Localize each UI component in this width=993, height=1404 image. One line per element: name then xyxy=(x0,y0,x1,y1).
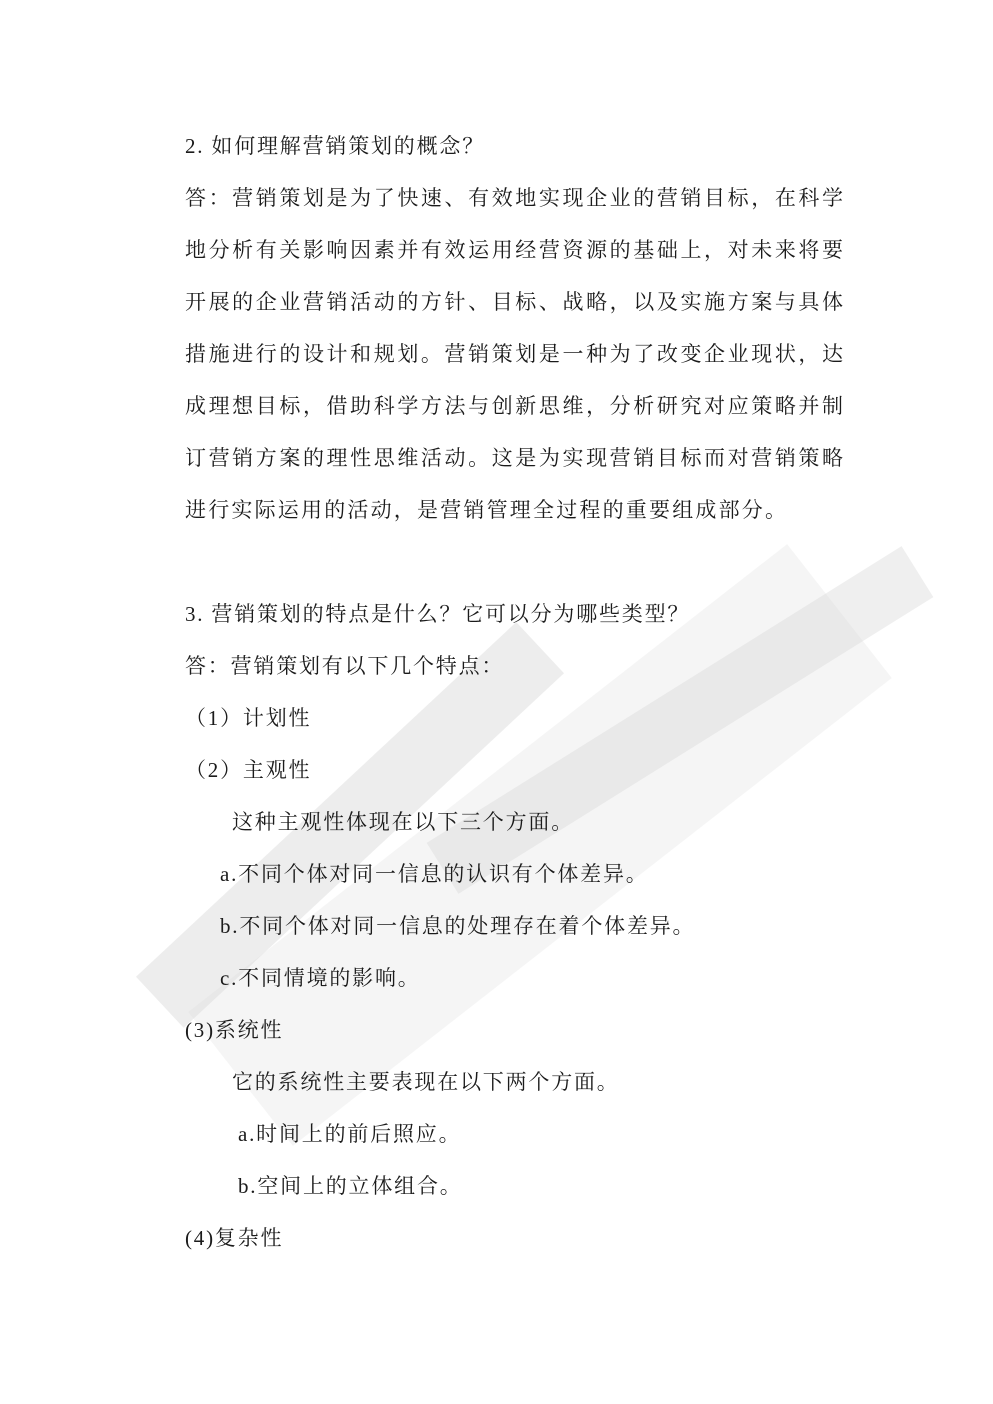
feature-1-heading: （1）计划性 xyxy=(185,706,312,730)
answer-2-line: 答：营销策划是为了快速、有效地实现企业的营销目标，在科学 xyxy=(185,186,843,210)
feature-3-point: a.时间上的前后照应。 xyxy=(238,1122,462,1146)
feature-2-intro: 这种主观性体现在以下三个方面。 xyxy=(232,810,574,834)
question-2-title: 2. 如何理解营销策划的概念？ xyxy=(185,134,485,158)
question-3-title: 3. 营销策划的特点是什么？它可以分为哪些类型？ xyxy=(185,602,691,626)
answer-2-line: 开展的企业营销活动的方针、目标、战略，以及实施方案与具体 xyxy=(185,290,843,314)
answer-2-line: 订营销方案的理性思维活动。这是为实现营销目标而对营销策略 xyxy=(185,446,843,470)
feature-3-intro: 它的系统性主要表现在以下两个方面。 xyxy=(232,1070,620,1094)
feature-3-point: b.空间上的立体组合。 xyxy=(238,1174,463,1198)
answer-3-intro: 答：营销策划有以下几个特点： xyxy=(185,654,505,678)
watermark-band-wide xyxy=(188,544,892,1146)
feature-3-heading: (3)系统性 xyxy=(185,1018,284,1042)
feature-2-heading: （2）主观性 xyxy=(185,758,312,782)
feature-2-point: c.不同情境的影响。 xyxy=(220,966,421,990)
answer-2-line-last: 进行实际运用的活动，是营销管理全过程的重要组成部分。 xyxy=(185,498,789,522)
answer-2-line: 措施进行的设计和规划。营销策划是一种为了改变企业现状，达 xyxy=(185,342,843,366)
feature-2-point: b.不同个体对同一信息的处理存在着个体差异。 xyxy=(220,914,696,938)
answer-2-line: 地分析有关影响因素并有效运用经营资源的基础上，对未来将要 xyxy=(185,238,843,262)
feature-4-heading: (4)复杂性 xyxy=(185,1226,284,1250)
feature-2-point: a.不同个体对同一信息的认识有个体差异。 xyxy=(220,862,649,886)
answer-2-line: 成理想目标，借助科学方法与创新思维，分析研究对应策略并制 xyxy=(185,394,843,418)
